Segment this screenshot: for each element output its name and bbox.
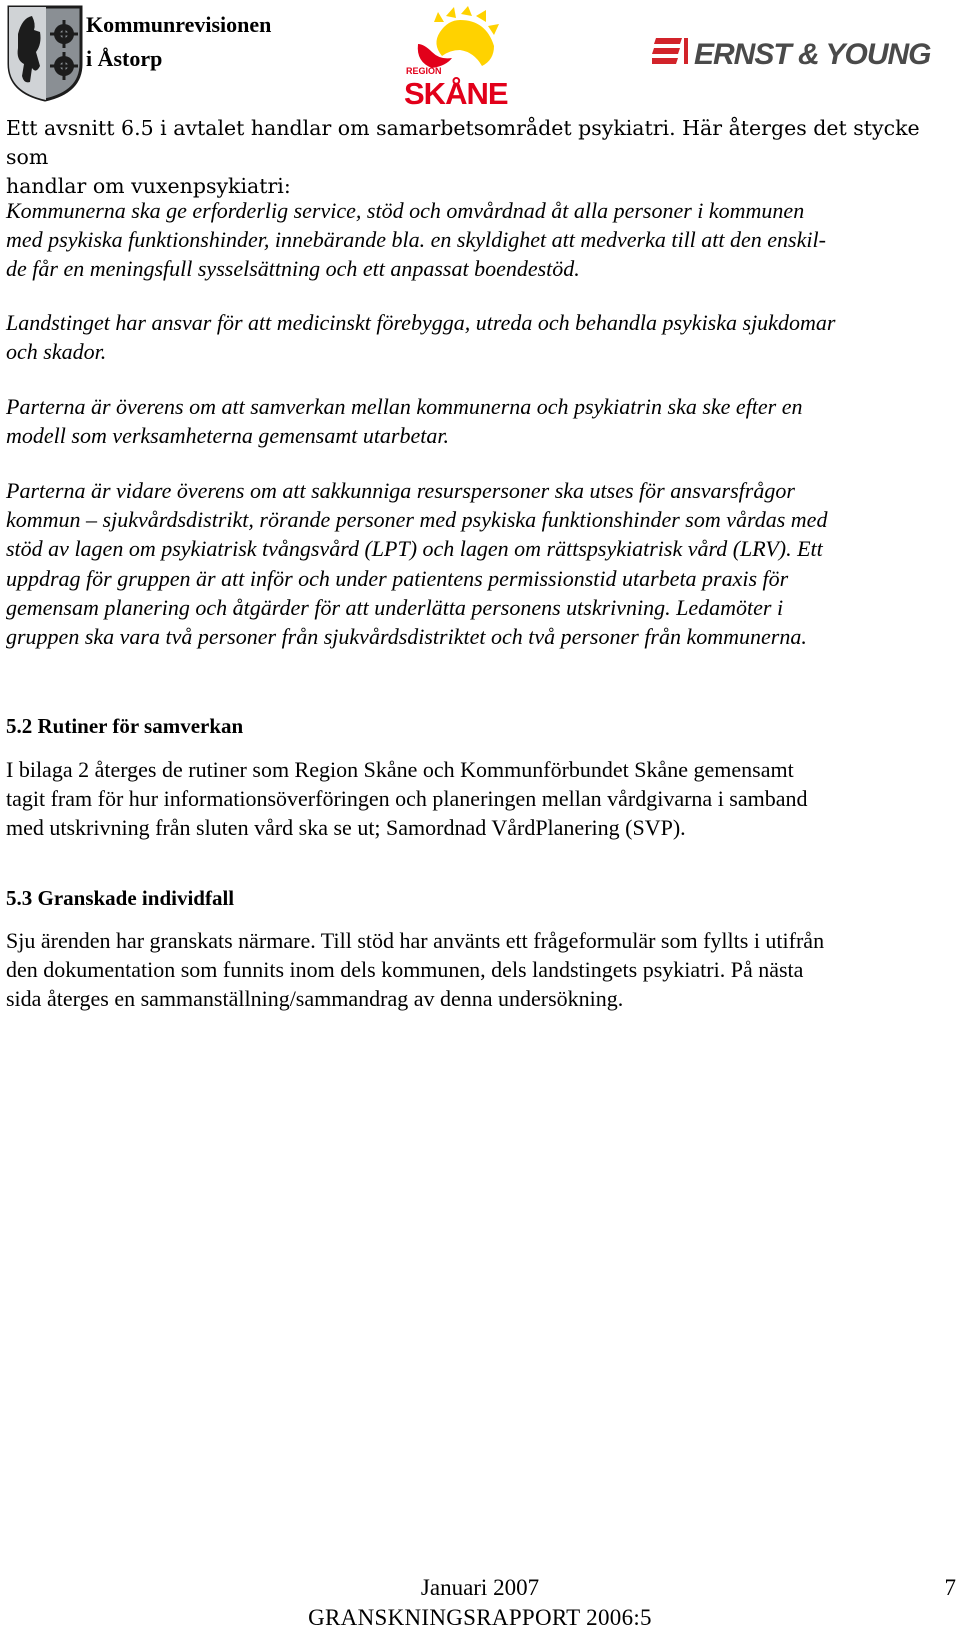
- ernst-young-logo: [652, 32, 940, 74]
- text-line: uppdrag för gruppen är att inför och under patientens permissionstid utarbeta praxis för: [6, 565, 789, 591]
- region-skane-logo: [398, 4, 524, 108]
- text-line: de får en meningsfull sysselsättning och ett anpassat boendestöd.: [6, 256, 580, 282]
- section-heading-5-2: 5.2 Rutiner för samverkan: [6, 714, 244, 738]
- text-line: med psykiska funktionshinder, innebärande bla. en skyldighet att medverka till att den enskil-: [6, 227, 826, 253]
- skane-logo-text: SKÅNE: [404, 76, 508, 108]
- organization-name-line2: i Åstorp: [86, 46, 163, 71]
- text-line: Kommunerna ska ge erforderlig service, stöd och omvårdnad åt alla personer i kommunen: [6, 198, 805, 223]
- footer-date: Januari 2007: [420, 1575, 540, 1600]
- text-line: Sju ärenden har granskats närmare. Till stöd har använts ett frågeformulär som fyllts i utifrån: [6, 928, 825, 953]
- text-line: Landstinget har ansvar för att medicinskt förebygga, utreda och behandla psykiska sjukdomar: [6, 310, 836, 335]
- text-line: I bilaga 2 återges de rutiner som Region Skåne och Kommunförbundet Skåne gemensamt: [6, 757, 794, 782]
- text-line: gruppen ska vara två personer från sjukvårdsdistriktet och två personer från kommunerna.: [6, 624, 807, 650]
- section-5-3-paragraph: [6, 926, 956, 1014]
- organization-name-line1: Kommunrevisionen: [86, 12, 272, 37]
- text-line: sida återges en sammanställning/sammandrag av denna undersökning.: [6, 986, 624, 1012]
- intro-paragraph: [6, 114, 956, 202]
- text-line: Parterna är överens om att samverkan mellan kommunerna och psykiatrin ska ske efter en: [6, 394, 803, 419]
- municipal-crest-logo: [6, 4, 84, 102]
- text-line: handlar om vuxenpsykiatri:: [6, 174, 291, 199]
- text-line: gemensam planering och åtgärder för att underlätta personens utskrivning. Ledamöter i: [6, 594, 784, 620]
- section-5-2-paragraph: [6, 755, 956, 843]
- quoted-paragraph-county-council: [6, 308, 956, 366]
- footer-report-title: GRANSKNINGSRAPPORT 2006:5: [308, 1605, 652, 1630]
- quoted-paragraph-cooperation: [6, 392, 956, 450]
- text-line: och skador.: [6, 339, 107, 365]
- page-number: 7: [944, 1575, 956, 1600]
- section-heading-5-3: 5.3 Granskade individfall: [6, 886, 235, 910]
- quoted-paragraph-municipalities: [6, 196, 956, 284]
- text-line: modell som verksamheterna gemensamt utarbetar.: [6, 423, 449, 449]
- quoted-paragraph-resource-persons: [6, 476, 956, 651]
- text-line: kommun – sjukvårdsdistrikt, rörande personer med psykiska funktionshinder som vårdas med: [6, 507, 828, 533]
- text-line: stöd av lagen om psykiatrisk tvångsvård (LPT) och lagen om rättspsykiatrisk vård (LRV). Ett: [6, 536, 823, 562]
- text-line: med utskrivning från sluten vård ska se ut; Samordnad VårdPlanering (SVP).: [6, 815, 686, 841]
- text-line: Ett avsnitt 6.5 i avtalet handlar om samarbetsområdet psykiatri. Här återges det stycke som: [6, 116, 920, 170]
- skane-logo-region-text: REGION: [406, 66, 442, 76]
- organization-name: [86, 8, 271, 76]
- text-line: tagit fram för hur informationsöverföringen och planeringen mellan vårdgivarna i samband: [6, 786, 808, 812]
- text-line: den dokumentation som funnits inom dels kommunen, dels landstingets psykiatri. På nästa: [6, 957, 804, 983]
- ernst-young-logo-text: ERNST & YOUNG: [694, 38, 931, 71]
- text-line: Parterna är vidare överens om att sakkunniga resurspersoner ska utses för ansvarsfrågor: [6, 478, 795, 503]
